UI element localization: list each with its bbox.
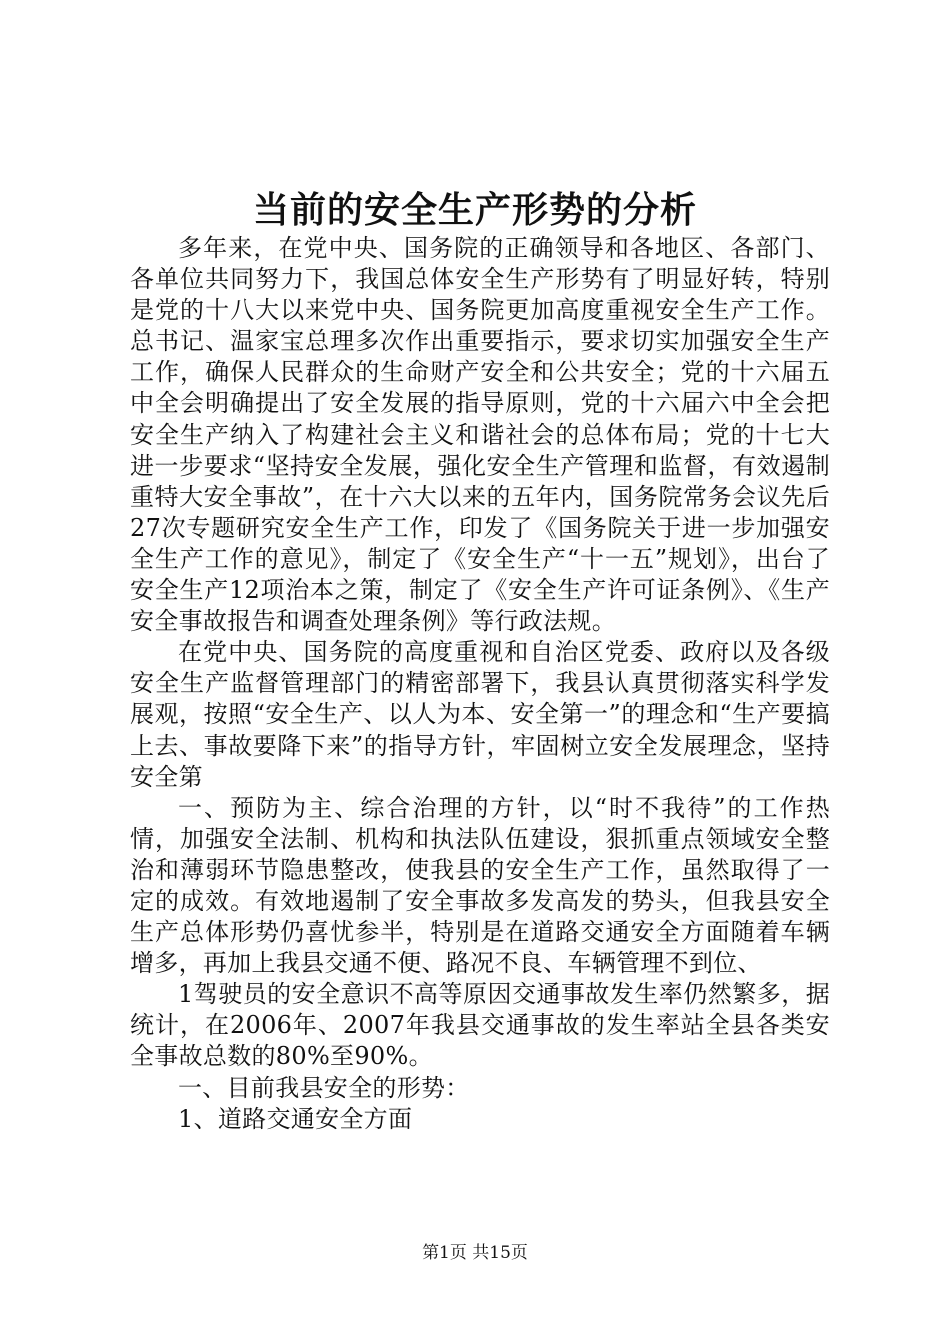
paragraph-policy: 一、预防为主、综合治理的方针，以“时不我待”的工作热情，加强安全法制、机构和执法队伍建设，狠抓重点领域安全整治和薄弱环节隐患整改，使我县的安全生产工作，虽然取得了一定的成效。有效地遏制了安全事故多发高发的势头，但我县安全生产总体形势仍喜忧参半，特别是在道路交通安全方面随着车辆增多，再加上我县交通不便、路况不良、车辆管理不到位、: [130, 793, 830, 978]
paragraph-statistics: 1驾驶员的安全意识不高等原因交通事故发生率仍然繁多，据统计，在2006年、2007年我县交通事故的发生率站全县各类安全事故总数的80%至90%。: [130, 980, 830, 1071]
subsection-heading: 1、道路交通安全方面: [178, 1104, 413, 1133]
document-title: 当前的安全生产形势的分析: [252, 189, 697, 231]
document-body: [130, 233, 830, 1135]
page-number: 第1页 共15页: [422, 1243, 528, 1263]
paragraph-county-work: 在党中央、国务院的高度重视和自治区党委、政府以及各级安全生产监督管理部门的精密部署下，我县认真贯彻落实科学发展观，按照“安全生产、以人为本、安全第一”的理念和“生产要搞上去、事故要降下来”的指导方针，牢固树立安全发展理念，坚持安全第: [130, 638, 830, 791]
paragraph-intro: 多年来，在党中央、国务院的正确领导和各地区、各部门、各单位共同努力下，我国总体安全生产形势有了明显好转，特别是党的十八大以来党中央、国务院更加高度重视安全生产工作。总书记、温家宝总理多次作出重要指示，要求切实加强安全生产工作，确保人民群众的生命财产安全和公共安全；党的十六届五中全会明确提出了安全发展的指导原则，党的十六届六中全会把安全生产纳入了构建社会主义和谐社会的总体布局；党的十七大进一步要求“坚持安全发展，强化安全生产管理和监督，有效遏制重特大安全事故”，在十六大以来的五年内，国务院常务会议先后27次专题研究安全生产工作，印发了《国务院关于进一步加强安全生产工作的意见》，制定了《安全生产“十一五”规划》，出台了安全生产12项治本之策，制定了《安全生产许可证条例》、《生产安全事故报告和调查处理条例》等行政法规。: [130, 234, 830, 636]
section-heading: 一、目前我县安全的形势：: [178, 1073, 470, 1102]
